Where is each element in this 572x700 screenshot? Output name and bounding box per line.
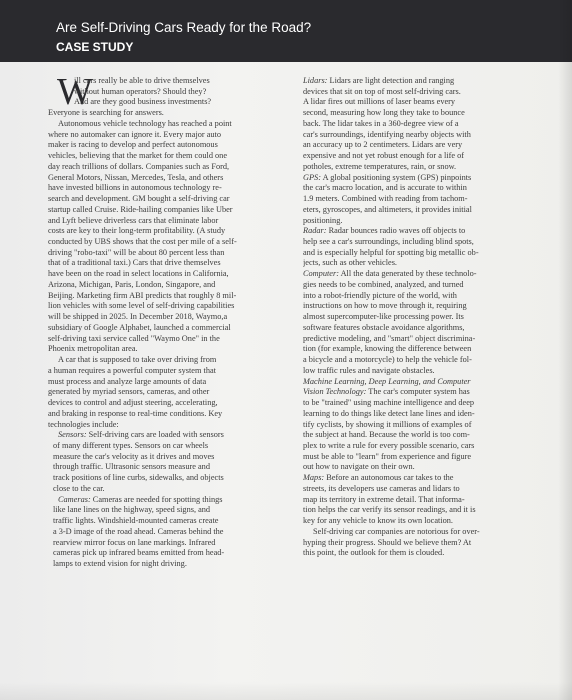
text-line: back. The lidar takes in a 360-degree view of a bbox=[303, 118, 459, 128]
text-line: Vision Technology: The car's computer system has bbox=[303, 387, 470, 397]
text-line: generated by myriad sensors, cameras, and other bbox=[48, 387, 210, 397]
text-line: the subject at hand. Because the world is too com- bbox=[303, 430, 470, 440]
text-line: GPS: A global positioning system (GPS) pinpoints bbox=[303, 172, 472, 182]
text-line: lamps to extend vision for night driving. bbox=[53, 559, 187, 569]
text-line: where no automaker can ignore it. Every major auto bbox=[48, 129, 222, 139]
text-line: through traffic. Ultrasonic sensors measure and bbox=[53, 462, 210, 472]
text-line: subsidiary of Google Alphabet, launched a commercial bbox=[48, 322, 231, 332]
text-line: Maps: Before an autonomous car takes to the bbox=[303, 473, 454, 483]
text-line: eters, gyroscopes, and altimeters, it provides initial bbox=[303, 204, 472, 214]
text-line: map its territory in extreme detail. That informa- bbox=[303, 494, 465, 504]
text-line: Autonomous vehicle technology has reached a point bbox=[58, 118, 232, 128]
text-line: tify cyclists, by showing it millions of examples of bbox=[303, 419, 472, 429]
text-line: help see a car's surroundings, including blind spots, bbox=[303, 237, 474, 247]
text-line: a bicycle and a motorcycle) to help the vehicle fol- bbox=[303, 355, 472, 365]
text-line: Beijing. Marketing firm ABI predicts that roughly 8 mil- bbox=[48, 290, 237, 300]
text-line: low traffic rules and navigate obstacles. bbox=[303, 365, 435, 375]
text-line: software features obstacle avoidance algorithms, bbox=[303, 322, 465, 332]
text-line: must process and analyze large amounts of data bbox=[48, 376, 207, 386]
text-line: Phoenix metropolitan area. bbox=[48, 344, 138, 354]
text-line: Everyone is searching for answers. bbox=[48, 108, 164, 118]
text-line: rearview mirror focus on lane markings. Infrared bbox=[53, 537, 216, 547]
text-line: have been on the road in select locations in California, bbox=[48, 269, 229, 279]
text-line: Machine Learning, Deep Learning, and Computer bbox=[303, 376, 471, 386]
text-line: jects, such as other vehicles. bbox=[303, 258, 398, 268]
page-title: Are Self-Driving Cars Ready for the Road? bbox=[56, 20, 312, 35]
text-line: potholes, extreme temperatures, rain, or snow. bbox=[303, 161, 457, 171]
text-line: Sensors: Self-driving cars are loaded with sensors bbox=[58, 430, 224, 440]
text-line: expensive and not yet robust enough for a life of bbox=[303, 151, 465, 161]
text-line: hyping their progress. Should we believe them? At bbox=[303, 537, 472, 547]
text-line: instructions on how to move through it, requiring bbox=[303, 301, 467, 311]
text-line: that of a traditional taxi.) Cars that drive themselves bbox=[48, 258, 221, 268]
text-line: lion vehicles with some level of self-driving capabilities bbox=[48, 301, 235, 311]
text-line: costs are key to their long-term profitability. (A study bbox=[48, 226, 226, 236]
text-line: close to the car. bbox=[53, 483, 105, 493]
text-line: technologies include: bbox=[48, 419, 119, 429]
text-line: General Motors, Nissan, Mercedes, Tesla, and others bbox=[48, 172, 224, 182]
text-line: must be able to "learn" from experience and figure bbox=[303, 451, 472, 461]
text-line: this point, the outlook for them is clouded. bbox=[303, 548, 445, 558]
text-line: vehicles, believing that the market for them could one bbox=[48, 151, 228, 161]
case-study-label: CASE STUDY bbox=[56, 40, 134, 54]
text-line: and is especially helpful for spotting big metallic ob- bbox=[303, 247, 479, 257]
text-line: tion (for example, knowing the difference between bbox=[303, 344, 472, 354]
text-line: measure the car's velocity as it drives and moves bbox=[53, 451, 215, 461]
text-line: will be shipped in 2025. In December 2018, Waymo,a bbox=[48, 312, 228, 322]
text-line: startup called Cruise. Ride-hailing companies like Uber bbox=[48, 204, 233, 214]
text-line: into a robot-friendly picture of the world, with bbox=[303, 290, 457, 300]
text-line: streets, its developers use cameras and lidars to bbox=[303, 483, 460, 493]
text-line: day reach trillions of dollars. Companies such as Ford, bbox=[48, 161, 230, 171]
text-line: key for any vehicle to know its own location. bbox=[303, 516, 454, 526]
text-line: devices to control and adjust steering, accelerating, bbox=[48, 398, 218, 408]
text-line: Radar: Radar bounces radio waves off objects to bbox=[303, 226, 466, 236]
text-line: track positions of line curbs, sidewalks, and objects bbox=[53, 473, 224, 483]
text-line: driving "robo-taxi" will be about 80 percent less than bbox=[48, 247, 225, 257]
text-line: second, measuring how long they take to bounce bbox=[303, 108, 465, 118]
text-line: devices that sit on top of most self-driving cars. bbox=[303, 86, 461, 96]
text-line: of many different types. Sensors on car wheels bbox=[53, 440, 209, 450]
text-line: Arizona, Michigan, Paris, London, Singapore, and bbox=[48, 279, 216, 289]
text-line: almost supercomputer-like processing power. Its bbox=[303, 312, 464, 322]
text-line: have invested billions in autonomous technology re- bbox=[48, 183, 222, 193]
case-study-header bbox=[0, 0, 572, 62]
right-column bbox=[303, 76, 555, 559]
text-line: without human operators? Should they? bbox=[74, 86, 207, 96]
text-line: Self-driving car companies are notorious for over- bbox=[313, 526, 480, 536]
text-line: maker is racing to develop and perfect autonomous bbox=[48, 140, 218, 150]
left-column bbox=[48, 71, 293, 570]
page-bottom-shadow bbox=[0, 682, 572, 700]
text-line: search and development. GM bought a self-driving car bbox=[48, 194, 230, 204]
text-line: plex to write a rule for every possible scenario, cars bbox=[303, 440, 475, 450]
text-line: car's surroundings, identifying nearby objects with bbox=[303, 129, 471, 139]
text-line: A lidar fires out millions of laser beams every bbox=[303, 97, 456, 107]
text-line: And are they good business investments? bbox=[74, 97, 212, 107]
text-line: tion helps the car verify its sensor readings, and it is bbox=[303, 505, 476, 515]
text-line: ill cars really be able to drive themselves bbox=[74, 76, 210, 85]
text-line: like lane lines on the highway, speed signs, and bbox=[53, 505, 211, 515]
page-shadow bbox=[558, 0, 572, 700]
text-line: a human requires a powerful computer system that bbox=[48, 365, 216, 375]
text-line: and Lyft believe driverless cars that eliminate labor bbox=[48, 215, 219, 225]
drop-cap-letter: W bbox=[57, 71, 93, 113]
text-line: Lidars: Lidars are light detection and ranging bbox=[303, 76, 455, 85]
text-line: gies needs to be combined, analyzed, and turned bbox=[303, 279, 464, 289]
text-line: Computer: All the data generated by these technolo- bbox=[303, 269, 477, 279]
text-line: self-driving taxi service called "Waymo One" in the bbox=[48, 333, 220, 343]
text-line: predictive modeling, and "smart" object discrimina- bbox=[303, 333, 476, 343]
text-line: an accuracy up to 2 centimeters. Lidars are very bbox=[303, 140, 463, 150]
text-line: to be "trained" using machine intelligence and deep bbox=[303, 398, 475, 408]
text-line: the car's macro location, and is accurate to within bbox=[303, 183, 467, 193]
text-line: out how to navigate on their own. bbox=[303, 462, 415, 472]
text-line: A car that is supposed to take over driving from bbox=[58, 355, 217, 365]
text-line: traffic lights. Windshield-mounted cameras create bbox=[53, 516, 219, 526]
text-line: Cameras: Cameras are needed for spotting things bbox=[58, 494, 223, 504]
text-line: cameras pick up infrared beams emitted from head- bbox=[53, 548, 225, 558]
text-line: positioning. bbox=[303, 215, 343, 225]
text-line: and braking in response to real-time conditions. Key bbox=[48, 408, 223, 418]
text-line: 1.9 meters. Combined with reading from tachom- bbox=[303, 194, 468, 204]
text-line: learning to do things like detect lane lines and iden- bbox=[303, 408, 475, 418]
text-line: conducted by UBS shows that the cost per mile of a self- bbox=[48, 237, 237, 247]
text-line: a 3-D image of the road ahead. Cameras behind the bbox=[53, 526, 224, 536]
